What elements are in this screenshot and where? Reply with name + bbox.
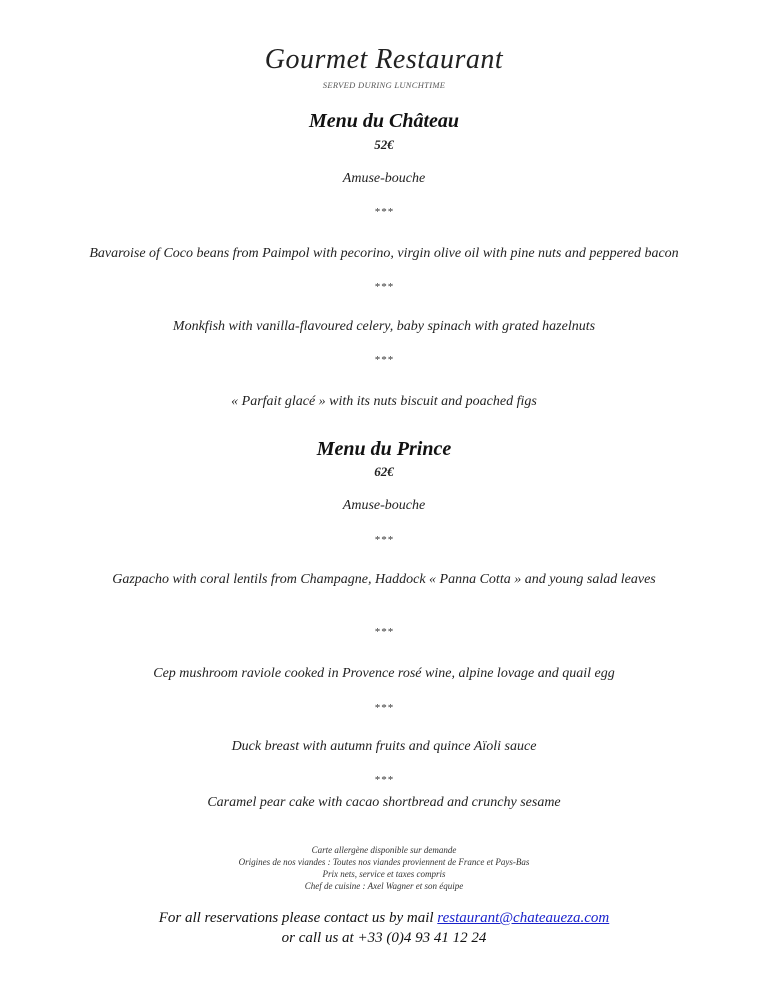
menu-chateau-course-4: « Parfait glacé » with its nuts biscuit and poached figs (231, 394, 537, 409)
allergen-note: Carte allergène disponible sur demande (311, 845, 457, 855)
email-link[interactable]: restaurant@chateaueza.com (437, 910, 610, 926)
menu-prince-course-3: Cep mushroom raviole cooked in Provence rosé wine, alpine lovage and quail egg (153, 666, 615, 681)
chef-note: Chef de cuisine : Axel Wagner et son équipe (304, 881, 464, 891)
menu-chateau-course-3: Monkfish with vanilla-flavoured celery, baby spinach with grated hazelnuts (172, 319, 596, 334)
menu-chateau-course-1: Amuse-bouche (342, 171, 426, 186)
phone-line: or call us at +33 (0)4 93 41 12 24 (281, 930, 487, 946)
menu-chateau-price: 52€ (374, 137, 394, 152)
reservation-text: For all reservations please contact us by mail (158, 910, 438, 926)
menu-prince-course-5: Caramel pear cake with cacao shortbread and crunchy sesame (207, 795, 561, 810)
course-separator: *** (374, 774, 394, 786)
menu-chateau-title: Menu du Château (308, 110, 460, 132)
menu-prince-price: 62€ (374, 464, 394, 479)
restaurant-title: Gourmet Restaurant (264, 44, 504, 75)
menu-prince-title: Menu du Prince (316, 438, 452, 460)
meat-origin-note: Origines de nos viandes : Toutes nos viandes proviennent de France et Pays-Bas (238, 857, 530, 867)
course-separator: *** (374, 354, 394, 366)
course-separator: *** (374, 702, 394, 714)
served-during-subtitle: SERVED DURING LUNCHTIME (322, 80, 446, 90)
course-separator: *** (374, 534, 394, 546)
course-separator: *** (374, 626, 394, 638)
menu-chateau-course-2: Bavaroise of Coco beans from Paimpol with pecorino, virgin olive oil with pine nuts and peppered bacon (89, 246, 679, 261)
course-separator: *** (374, 206, 394, 218)
prices-note: Prix nets, service et taxes compris (322, 869, 446, 879)
menu-prince-course-4: Duck breast with autumn fruits and quince Aïoli sauce (231, 739, 537, 754)
reservation-line (0, 910, 768, 927)
menu-prince-course-1: Amuse-bouche (342, 498, 426, 513)
menu-prince-course-2: Gazpacho with coral lentils from Champagne, Haddock « Panna Cotta » and young salad leaves (112, 572, 656, 587)
course-separator: *** (374, 281, 394, 293)
